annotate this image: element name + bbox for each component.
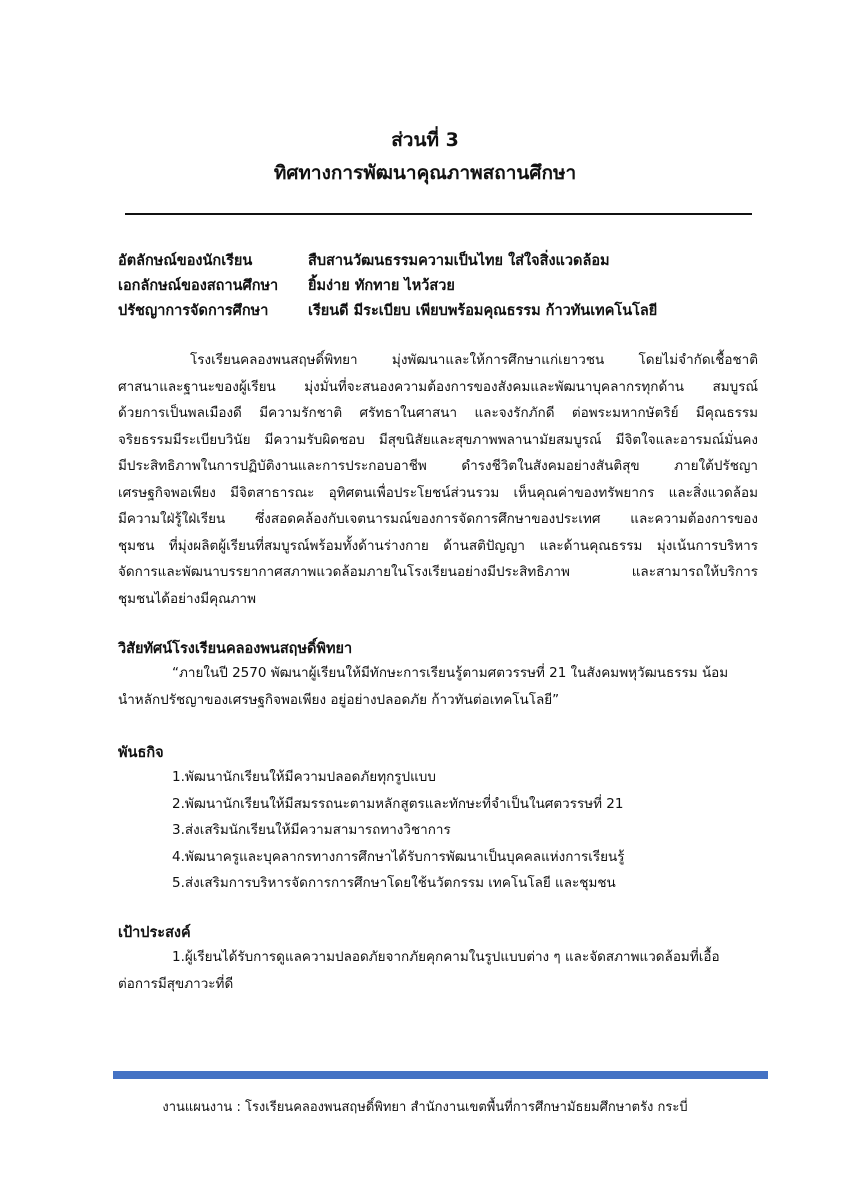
footer-text: งานแผนงาน : โรงเรียนคลองพนสฤษดิ์พิทยา สำนักงานเขตพื้นที่การศึกษามัธยมศึกษาตรัง กระบี่ (162, 1100, 688, 1115)
identity-value: เรียนดี มีระเบียบ เพียบพร้อมคุณธรรม ก้าวทันเทคโนโลยี (308, 303, 658, 319)
mission-heading: พันธกิจ (118, 745, 164, 761)
identity-label: เอกลักษณ์ของสถานศึกษา (118, 278, 279, 294)
paragraph-line: ด้วยการเป็นพลเมืองดี มีความรักชาติ ศรัทธาในศาสนา และจงรักภักดี ต่อพระมหากษัตริย์ มีคุณธรรม (118, 405, 758, 421)
goal-paragraph (118, 944, 758, 997)
paragraph-line: จัดการและพัฒนาบรรยากาศสภาพแวดล้อมภายในโรงเรียนอย่างมีประสิทธิภาพ และสามารถให้บริการ (118, 564, 758, 580)
intro-paragraph (118, 347, 758, 612)
paragraph-line: มีประสิทธิภาพในการปฏิบัติงานและการประกอบอาชีพ ดำรงชีวิตในสังคมอย่างสันติสุข ภายใต้ปรัชญา (118, 458, 758, 474)
footer-bar (113, 1071, 768, 1079)
paragraph-line: ชุมชนได้อย่างมีคุณภาพ (118, 590, 257, 607)
section-number: ส่วนที่ 3 (391, 129, 459, 151)
paragraph-line: 1.ผู้เรียนได้รับการดูแลความปลอดภัยจากภัยคุกคามในรูปแบบต่าง ๆ และจัดสภาพแวดล้อมที่เอื้อ (172, 949, 720, 965)
page-title: ทิศทางการพัฒนาคุณภาพสถานศึกษา (273, 162, 577, 184)
paragraph-line: นำหลักปรัชญาของเศรษฐกิจพอเพียง อยู่อย่างปลอดภัย ก้าวทันต่อเทคโนโลยี” (118, 691, 560, 708)
list-item: 4.พัฒนาครูและบุคลากรทางการศึกษาได้รับการพัฒนาเป็นบุคคลแห่งการเรียนรู้ (172, 848, 625, 865)
goal-heading: เป้าประสงค์ (118, 925, 191, 941)
paragraph-line: เศรษฐกิจพอเพียง มีจิตสาธารณะ อุทิศตนเพื่อประโยชน์ส่วนรวม เห็นคุณค่าของทรัพยากร และสิ่งแวดล้อม (118, 484, 758, 501)
paragraph-line: ชุมชน ที่มุ่งผลิตผู้เรียนที่สมบูรณ์พร้อมทั้งด้านร่างกาย ด้านสติปัญญา และด้านคุณธรรม มุ่งเน้นการบริหาร (118, 537, 758, 554)
list-item: 5.ส่งเสริมการบริหารจัดการการศึกษาโดยใช้นวัตกรรม เทคโนโลยี และชุมชน (172, 875, 616, 891)
identity-row-school (118, 274, 758, 298)
paragraph-line: ต่อการมีสุขภาวะที่ดี (118, 975, 234, 992)
list-item: 2.พัฒนานักเรียนให้มีสมรรถนะตามหลักสูตรและทักษะที่จำเป็นในศตวรรษที่ 21 (172, 795, 624, 812)
identity-label: ปรัชญาการจัดการศึกษา (118, 303, 269, 319)
paragraph-line: มีความใฝ่รู้ใฝ่เรียน ซึ่งสอดคล้องกับเจตนารมณ์ของการจัดการศึกษาของประเทศ และความต้องการของ (118, 511, 758, 527)
paragraph-line: “ภายในปี 2570 พัฒนาผู้เรียนให้มีทักษะการเรียนรู้ตามศตวรรษที่ 21 ในสังคมพหุวัฒนธรรม น้อม (172, 665, 729, 681)
list-item: 1.พัฒนานักเรียนให้มีความปลอดภัยทุกรูปแบบ (172, 769, 436, 785)
identity-row-student (118, 249, 758, 273)
identity-value: สืบสานวัฒนธรรมความเป็นไทย ใส่ใจสิ่งแวดล้อม (308, 253, 610, 269)
identity-label: อัตลักษณ์ของนักเรียน (118, 253, 253, 269)
title-divider (125, 213, 752, 215)
vision-heading: วิสัยทัศน์โรงเรียนคลองพนสฤษดิ์พิทยา (118, 641, 353, 657)
paragraph-line: จริยธรรมมีระเบียบวินัย มีความรับผิดชอบ มีสุขนิสัยและสุขภาพพลานามัยสมบูรณ์ มีจิตใจและอารมณ์มั่นคง (118, 431, 758, 448)
mission-list (172, 764, 752, 897)
vision-statement (118, 660, 758, 713)
paragraph-line: โรงเรียนคลองพนสฤษดิ์พิทยา มุ่งพัฒนาและให้การศึกษาแก่เยาวชน โดยไม่จำกัดเชื้อชาติ (190, 352, 758, 368)
identity-row-philosophy (118, 299, 758, 323)
list-item: 3.ส่งเสริมนักเรียนให้มีความสามารถทางวิชาการ (172, 822, 451, 838)
identity-value: ยิ้มง่าย ทักทาย ไหว้สวย (308, 278, 455, 294)
paragraph-line: ศาสนาและฐานะของผู้เรียน มุ่งมั่นที่จะสนองความต้องการของสังคมและพัฒนาบุคลากรทุกด้าน สมบูรณ์ (118, 378, 758, 395)
